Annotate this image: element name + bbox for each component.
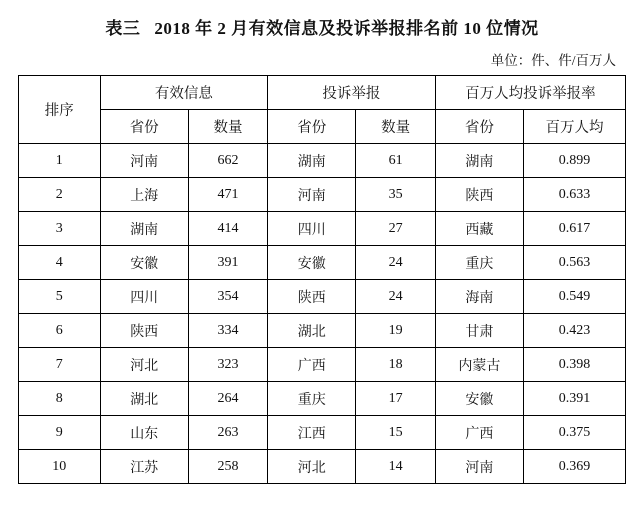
cell-province-1: 上海 (100, 178, 188, 212)
title-label: 表三 (105, 19, 141, 38)
table-row (19, 416, 626, 450)
cell-quantity-2: 61 (356, 144, 435, 178)
table-row (19, 314, 626, 348)
cell-province-3: 广西 (435, 416, 523, 450)
cell-quantity-1: 662 (188, 144, 267, 178)
table-row (19, 382, 626, 416)
cell-province-1: 陕西 (100, 314, 188, 348)
cell-quantity-2: 19 (356, 314, 435, 348)
table-row (19, 178, 626, 212)
table-header (19, 76, 626, 144)
cell-province-3: 河南 (435, 450, 523, 484)
table-row (19, 144, 626, 178)
table-row (19, 246, 626, 280)
cell-rate: 0.549 (524, 280, 626, 314)
cell-rank: 7 (19, 348, 101, 382)
cell-province-3: 甘肃 (435, 314, 523, 348)
header-quantity-1: 数量 (188, 110, 267, 144)
cell-province-1: 四川 (100, 280, 188, 314)
cell-quantity-1: 263 (188, 416, 267, 450)
header-province-1: 省份 (100, 110, 188, 144)
unit-note: 单位：件、件/百万人 (490, 53, 616, 68)
cell-rank: 1 (19, 144, 101, 178)
cell-quantity-2: 27 (356, 212, 435, 246)
table-row (19, 348, 626, 382)
cell-rank: 6 (19, 314, 101, 348)
cell-province-3: 西藏 (435, 212, 523, 246)
cell-province-1: 河北 (100, 348, 188, 382)
cell-province-2: 江西 (268, 416, 356, 450)
cell-rate: 0.375 (524, 416, 626, 450)
cell-province-3: 安徽 (435, 382, 523, 416)
cell-quantity-2: 24 (356, 246, 435, 280)
cell-province-2: 重庆 (268, 382, 356, 416)
header-group-complaints: 投诉举报 (268, 76, 436, 110)
cell-rate: 0.899 (524, 144, 626, 178)
cell-quantity-1: 258 (188, 450, 267, 484)
cell-quantity-2: 18 (356, 348, 435, 382)
cell-quantity-1: 323 (188, 348, 267, 382)
header-group-valid-info: 有效信息 (100, 76, 268, 110)
cell-province-3: 湖南 (435, 144, 523, 178)
cell-province-2: 陕西 (268, 280, 356, 314)
cell-rank: 4 (19, 246, 101, 280)
table-row (19, 212, 626, 246)
cell-rank: 10 (19, 450, 101, 484)
cell-province-1: 河南 (100, 144, 188, 178)
cell-quantity-2: 17 (356, 382, 435, 416)
header-province-2: 省份 (268, 110, 356, 144)
cell-province-3: 海南 (435, 280, 523, 314)
cell-quantity-1: 264 (188, 382, 267, 416)
cell-province-2: 四川 (268, 212, 356, 246)
cell-province-2: 河南 (268, 178, 356, 212)
cell-province-2: 湖北 (268, 314, 356, 348)
cell-rate: 0.563 (524, 246, 626, 280)
cell-province-1: 湖南 (100, 212, 188, 246)
cell-province-3: 内蒙古 (435, 348, 523, 382)
cell-quantity-1: 414 (188, 212, 267, 246)
cell-province-1: 江苏 (100, 450, 188, 484)
cell-province-1: 湖北 (100, 382, 188, 416)
header-province-3: 省份 (435, 110, 523, 144)
cell-quantity-2: 15 (356, 416, 435, 450)
table-row (19, 280, 626, 314)
cell-province-1: 安徽 (100, 246, 188, 280)
cell-rank: 2 (19, 178, 101, 212)
cell-province-1: 山东 (100, 416, 188, 450)
cell-province-2: 河北 (268, 450, 356, 484)
cell-rank: 9 (19, 416, 101, 450)
cell-rate: 0.391 (524, 382, 626, 416)
cell-rate: 0.398 (524, 348, 626, 382)
cell-province-3: 陕西 (435, 178, 523, 212)
table-sub-header-row (19, 110, 626, 144)
cell-quantity-1: 334 (188, 314, 267, 348)
page-title (18, 14, 626, 39)
cell-quantity-2: 24 (356, 280, 435, 314)
cell-province-3: 重庆 (435, 246, 523, 280)
cell-province-2: 湖南 (268, 144, 356, 178)
ranking-table (18, 75, 626, 484)
cell-quantity-2: 35 (356, 178, 435, 212)
cell-quantity-1: 354 (188, 280, 267, 314)
cell-rank: 3 (19, 212, 101, 246)
cell-rate: 0.423 (524, 314, 626, 348)
header-group-rate: 百万人均投诉举报率 (435, 76, 625, 110)
cell-rate: 0.633 (524, 178, 626, 212)
table-body (19, 144, 626, 484)
cell-province-2: 广西 (268, 348, 356, 382)
title-text: 2018 年 2 月有效信息及投诉举报排名前 10 位情况 (154, 19, 539, 38)
cell-province-2: 安徽 (268, 246, 356, 280)
cell-quantity-2: 14 (356, 450, 435, 484)
cell-rank: 8 (19, 382, 101, 416)
table-row (19, 450, 626, 484)
table-group-header-row (19, 76, 626, 110)
cell-quantity-1: 471 (188, 178, 267, 212)
header-rate-per-million: 百万人均 (524, 110, 626, 144)
cell-rate: 0.617 (524, 212, 626, 246)
header-quantity-2: 数量 (356, 110, 435, 144)
cell-rate: 0.369 (524, 450, 626, 484)
header-rank: 排序 (19, 76, 101, 144)
cell-rank: 5 (19, 280, 101, 314)
cell-quantity-1: 391 (188, 246, 267, 280)
